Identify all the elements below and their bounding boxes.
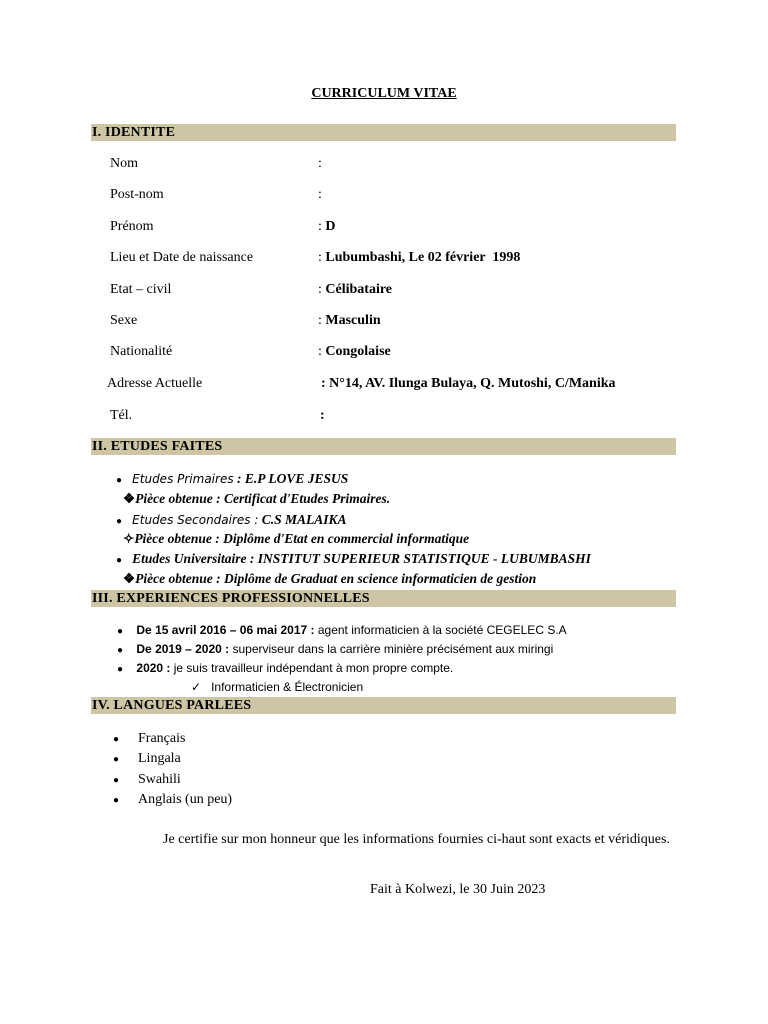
experience-item: ● De 15 avril 2016 – 06 mai 2017 : agent informaticien à la société CEGELEC S.A (117, 623, 567, 637)
bullet-icon: ● (113, 734, 120, 745)
bullet-icon: ● (116, 475, 123, 486)
studies-secondary-piece: ✧Pièce obtenue : Diplôme d'Etat en commercial informatique (123, 531, 470, 546)
section-langues-heading: IV. LANGUES PARLEES (91, 697, 676, 714)
checkmark-icon: ✓ (191, 680, 202, 694)
language-item: Lingala (138, 751, 181, 766)
section-experiences-heading: III. EXPERIENCES PROFESSIONNELLES (91, 590, 676, 607)
identity-label-adresse: Adresse Actuelle (107, 376, 203, 391)
certification-paragraph: Je certifie sur mon honneur que les informations fournies ci-haut sont exacts et véridiques. (163, 832, 670, 847)
identity-value-nom: : (318, 156, 322, 171)
signature-line: Fait à Kolwezi, le 30 Juin 2023 (370, 882, 546, 897)
language-item: Swahili (138, 772, 181, 787)
studies-secondary-item: ● Etudes Secondaires : C.S MALAIKA (116, 512, 347, 527)
bullet-icon: ● (113, 775, 120, 786)
identity-value-naissance: : Lubumbashi, Le 02 février 1998 (318, 250, 521, 265)
identity-value-prenom: : D (318, 219, 336, 234)
page-title: CURRICULUM VITAE (311, 86, 457, 101)
identity-value-adresse: : N°14, AV. Ilunga Bulaya, Q. Mutoshi, C/Manika (321, 376, 616, 391)
identity-value-tel: : (320, 408, 325, 423)
bullet-icon: ● (113, 754, 120, 765)
bullet-icon: ● (117, 645, 124, 656)
identity-value-postnom: : (318, 187, 322, 202)
bullet-icon: ● (117, 664, 124, 675)
bullet-icon: ● (113, 795, 120, 806)
experience-item: ● De 2019 – 2020 : superviseur dans la carrière minière précisément aux miringi (117, 642, 554, 656)
bullet-icon: ● (116, 555, 123, 566)
experience-sub-item: ✓ Informaticien & Électronicien (191, 680, 364, 694)
identity-label-nom: Nom (110, 156, 138, 171)
language-item: Français (138, 731, 186, 746)
studies-university-item: ● Etudes Universitaire : INSTITUT SUPERIEUR STATISTIQUE - LUBUMBASHI (116, 551, 591, 566)
identity-label-postnom: Post-nom (110, 187, 164, 202)
bullet-icon: ● (116, 516, 123, 527)
diamond-bullet-icon: ❖ (123, 571, 136, 586)
studies-primary-item: ● Etudes Primaires : E.P LOVE JESUS (116, 471, 349, 486)
section-etudes-heading: II. ETUDES FAITES (91, 438, 676, 455)
identity-label-prenom: Prénom (110, 219, 154, 234)
star-bullet-icon: ✧ (123, 531, 135, 546)
studies-primary-piece: ❖Pièce obtenue : Certificat d'Etudes Primaires. (123, 491, 391, 506)
identity-label-sexe: Sexe (110, 313, 138, 328)
identity-label-nationalite: Nationalité (110, 344, 173, 359)
identity-value-sexe: : Masculin (318, 313, 381, 328)
identity-label-naissance: Lieu et Date de naissance (110, 250, 254, 265)
identity-label-etat-civil: Etat – civil (110, 282, 172, 297)
identity-value-nationalite: : Congolaise (318, 344, 391, 359)
section-identite-heading: I. IDENTITE (91, 124, 676, 141)
studies-university-piece: ❖Pièce obtenue : Diplôme de Graduat en science informaticien de gestion (123, 571, 537, 586)
diamond-bullet-icon: ❖ (123, 491, 136, 506)
experience-item: ● 2020 : je suis travailleur indépendant à mon propre compte. (117, 661, 454, 675)
language-item: Anglais (un peu) (138, 792, 233, 807)
identity-value-etat-civil: : Célibataire (318, 282, 393, 297)
bullet-icon: ● (117, 626, 124, 637)
identity-label-tel: Tél. (110, 408, 133, 423)
